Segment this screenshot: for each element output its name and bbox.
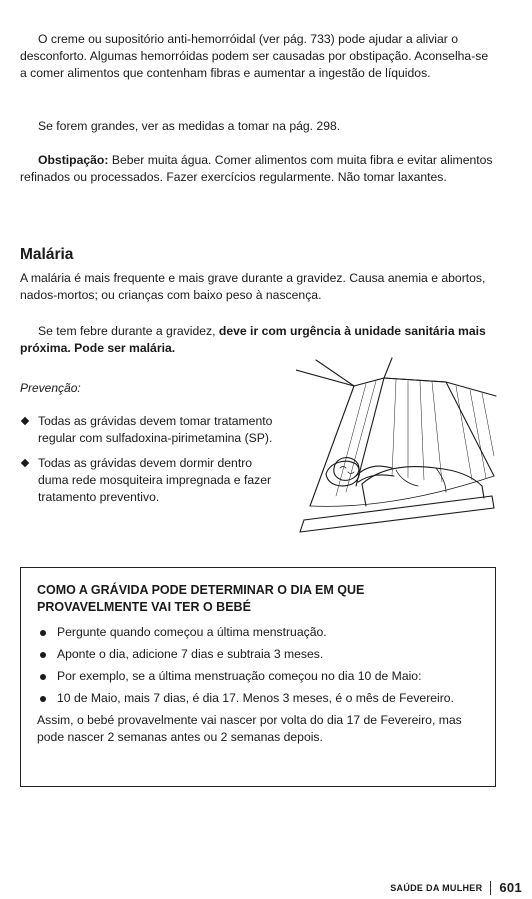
round-bullet-icon [40, 652, 46, 658]
malaria-fever-text: Se tem febre durante a gravidez, [38, 324, 219, 338]
list-item [37, 690, 479, 707]
malaria-fever-urgent: deve ir com urgência à unidade sanitária mais próxima. Pode ser malária. [20, 324, 486, 355]
list-item [20, 413, 282, 447]
constipation-label: Obstipação: [38, 153, 109, 167]
diamond-bullet-icon [21, 459, 29, 467]
paragraph-constipation [20, 152, 496, 186]
prevention-title: Prevenção: [20, 381, 81, 395]
due-date-info-box [20, 567, 496, 787]
box-title: COMO A GRÁVIDA PODE DETERMINAR O DIA EM QUE PROVAVELMENTE VAI TER O BEBÉ [37, 583, 365, 614]
box-item-text: Aponte o dia, adicione 7 dias e subtraia 3 meses. [57, 647, 324, 661]
box-item-text: Pergunte quando começou a última menstruação. [57, 625, 327, 639]
paragraph-malaria-fever [20, 323, 496, 357]
prevention-item-text: Todas as grávidas devem dormir dentro duma rede mosquiteira impregnada e fazer tratamento preventivo. [38, 456, 272, 504]
prevention-item-text: Todas as grávidas devem tomar tratamento regular com sulfadoxina-pirimetamina (SP). [38, 414, 273, 445]
list-item [37, 646, 479, 663]
prevention-list [20, 413, 282, 514]
woman-sleeping-under-mosquito-net-icon [296, 356, 498, 538]
list-item [37, 668, 479, 685]
page-footer [390, 880, 522, 895]
section-heading-malaria: Malária [20, 246, 74, 263]
round-bullet-icon [40, 630, 46, 636]
box-item-text: 10 de Maio, mais 7 dias, é dia 17. Menos 3 meses, é o mês de Fevereiro. [57, 691, 454, 705]
box-list [37, 624, 479, 707]
box-item-text: Por exemplo, se a última menstruação começou no dia 10 de Maio: [57, 669, 422, 683]
list-item [37, 624, 479, 641]
paragraph-hemorrhoid-cream: O creme ou supositório anti-hemorróidal (ver pág. 733) pode ajudar a aliviar o desconforto. Algumas hemorróidas podem ser causadas por obstipação. Aconselha-se a comer alimentos que contenham fibras e aumentar a ingestão de líquidos. [20, 32, 489, 80]
round-bullet-icon [40, 674, 46, 680]
constipation-text: Beber muita água. Comer alimentos com muita fibra e evitar alimentos refinados ou processados. Fazer exercícios regularmente. Não tomar laxantes. [20, 153, 493, 184]
paragraph-malaria-intro: A malária é mais frequente e mais grave durante a gravidez. Causa anemia e abortos, nados-mortos; ou crianças com baixo peso à nascença. [20, 271, 486, 302]
diamond-bullet-icon [21, 417, 29, 425]
list-item [20, 455, 282, 506]
footer-section-title: SAÚDE DA MULHER [390, 882, 483, 893]
box-note: Assim, o bebé provavelmente vai nascer por volta do dia 17 de Fevereiro, mas pode nascer 2 semanas antes ou 2 semanas depois. [37, 713, 462, 744]
footer-divider [490, 881, 491, 895]
page-number: 601 [499, 880, 522, 895]
round-bullet-icon [40, 696, 46, 702]
paragraph-large-hemorrhoids: Se forem grandes, ver as medidas a tomar na pág. 298. [38, 119, 341, 133]
